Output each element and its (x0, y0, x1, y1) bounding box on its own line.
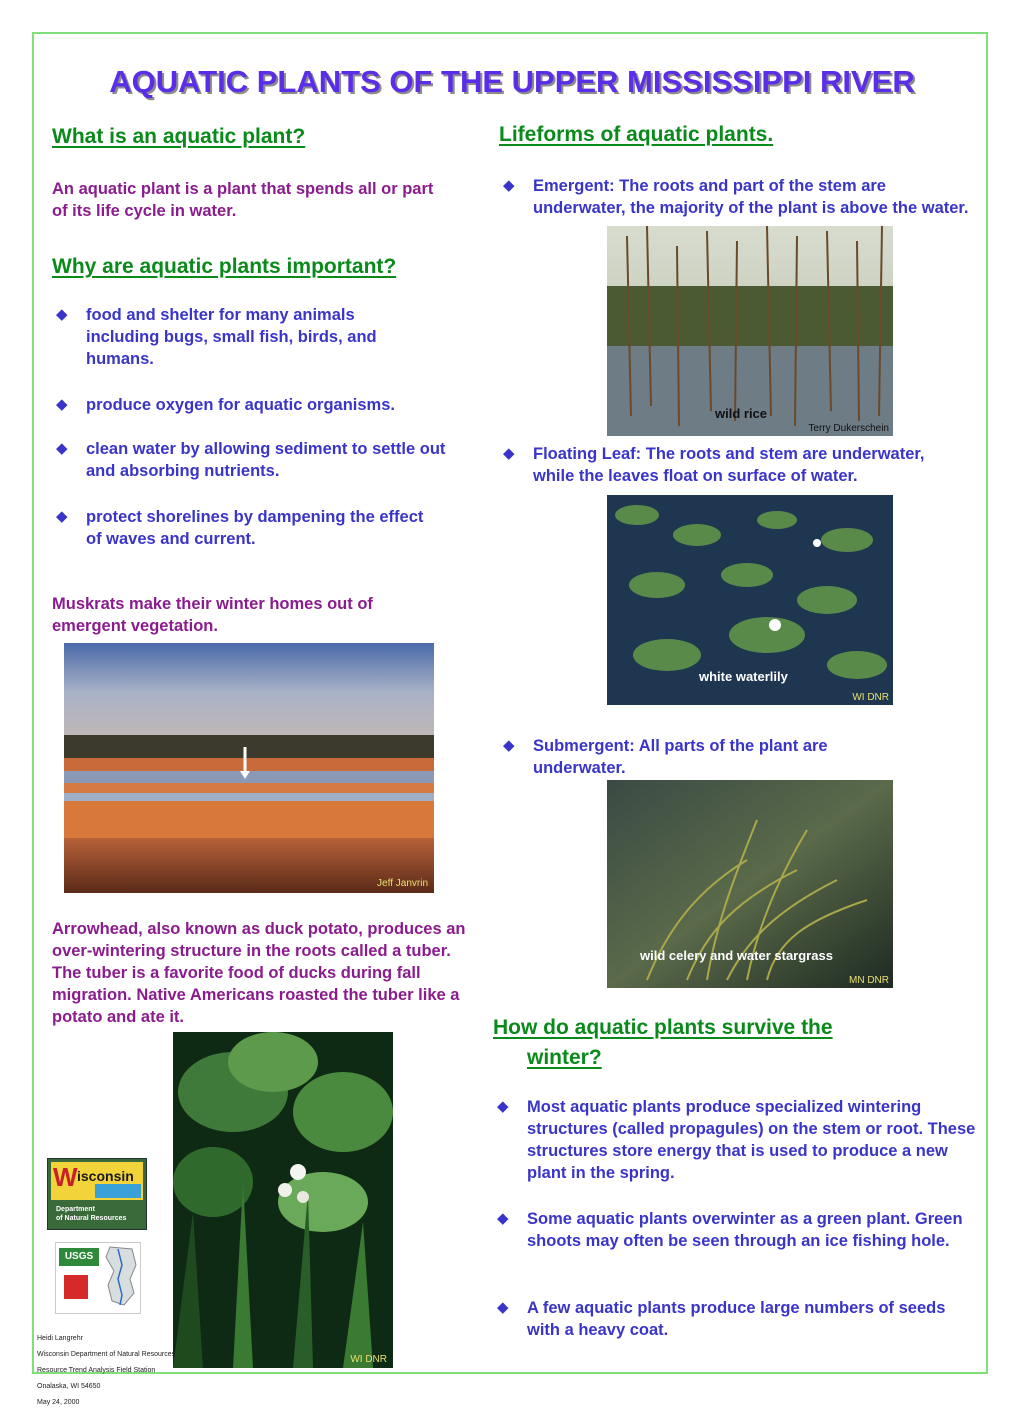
wild-celery-credit: MN DNR (849, 975, 889, 986)
river-map-icon (104, 1245, 138, 1307)
wisconsin-dnr-logo: W isconsin Department of Natural Resources (47, 1158, 147, 1230)
page-title: AQUATIC PLANTS OF THE UPPER MISSISSIPPI RIVER (109, 64, 915, 99)
arrowhead-photo-credit: WI DNR (350, 1354, 387, 1365)
muskrat-text: Muskrats make their winter homes out of emergent vegetation. (52, 595, 373, 635)
heading-why-important: Why are aquatic plants important? (52, 255, 397, 278)
why-bullet-1: ◆ food and shelter for many animals including bugs, small fish, birds, and humans. (56, 306, 377, 368)
waterlily-credit: WI DNR (852, 692, 889, 703)
diamond-bullet-icon: ◆ (56, 508, 68, 525)
diamond-bullet-icon: ◆ (56, 396, 68, 413)
muskrat-habitat-photo (64, 643, 434, 893)
usgs-corps-logo: USGS (55, 1242, 141, 1314)
winter-bullet-1: ◆ Most aquatic plants produce specialized wintering structures (called propagules) on the stem or root. These structures store energy that is used to produce a new plant in the spring. (497, 1098, 976, 1182)
winter-bullet-3: ◆ A few aquatic plants produce large numbers of seeds with a heavy coat. (497, 1299, 946, 1339)
diamond-bullet-icon: ◆ (56, 306, 68, 323)
corps-castle-icon (64, 1275, 88, 1299)
diamond-bullet-icon: ◆ (497, 1299, 509, 1316)
diamond-bullet-icon: ◆ (497, 1098, 509, 1115)
heading-winter-survival: How do aquatic plants survive the winter? (493, 1016, 833, 1069)
floating-leaf-bullet: ◆ Floating Leaf: The roots and stem are underwater, while the leaves float on surface of water. (503, 445, 925, 485)
wild-rice-credit: Terry Dukerschein (808, 423, 889, 434)
diamond-bullet-icon: ◆ (56, 440, 68, 457)
diamond-bullet-icon: ◆ (503, 445, 515, 462)
heading-lifeforms: Lifeforms of aquatic plants. (499, 123, 774, 146)
wild-celery-photo (607, 780, 893, 988)
diamond-bullet-icon: ◆ (503, 177, 515, 194)
arrowhead-plant-photo (173, 1032, 393, 1368)
wild-rice-caption: wild rice (715, 406, 768, 421)
diamond-bullet-icon: ◆ (503, 737, 515, 754)
waterlily-caption: white waterlily (699, 669, 788, 684)
emergent-bullet: ◆ Emergent: The roots and part of the stem are underwater, the majority of the plant is above the water. (503, 177, 969, 217)
why-bullet-3: ◆ clean water by allowing sediment to settle out and absorbing nutrients. (56, 440, 446, 480)
footer-credits: Heidi Langrehr Wisconsin Department of Natural Resources Resource Trend Analysis Field Station Onalaska, WI 54650 May 24, 2000 (37, 1335, 176, 1406)
wild-rice-photo (607, 226, 893, 436)
why-bullet-2: ◆ produce oxygen for aquatic organisms. (56, 396, 395, 414)
winter-bullet-2: ◆ Some aquatic plants overwinter as a green plant. Green shoots may often be seen through an ice fishing hole. (497, 1210, 963, 1250)
what-is-text: An aquatic plant is a plant that spends all or part of its life cycle in water. (52, 180, 434, 220)
submergent-bullet: ◆ Submergent: All parts of the plant are underwater. (503, 737, 828, 777)
heading-what-is: What is an aquatic plant? (52, 125, 306, 148)
waterlily-photo (607, 495, 893, 705)
arrowhead-text: Arrowhead, also known as duck potato, produces an over-wintering structure in the roots called a tuber. The tuber is a favorite food of ducks during fall migration. Native Americans roasted the tuber like a potato and ate it. (52, 920, 466, 1026)
diamond-bullet-icon: ◆ (497, 1210, 509, 1227)
why-bullet-4: ◆ protect shorelines by dampening the effect of waves and current. (56, 508, 424, 548)
wild-celery-caption: wild celery and water stargrass (640, 948, 833, 963)
muskrat-photo-credit: Jeff Janvrin (377, 878, 428, 889)
